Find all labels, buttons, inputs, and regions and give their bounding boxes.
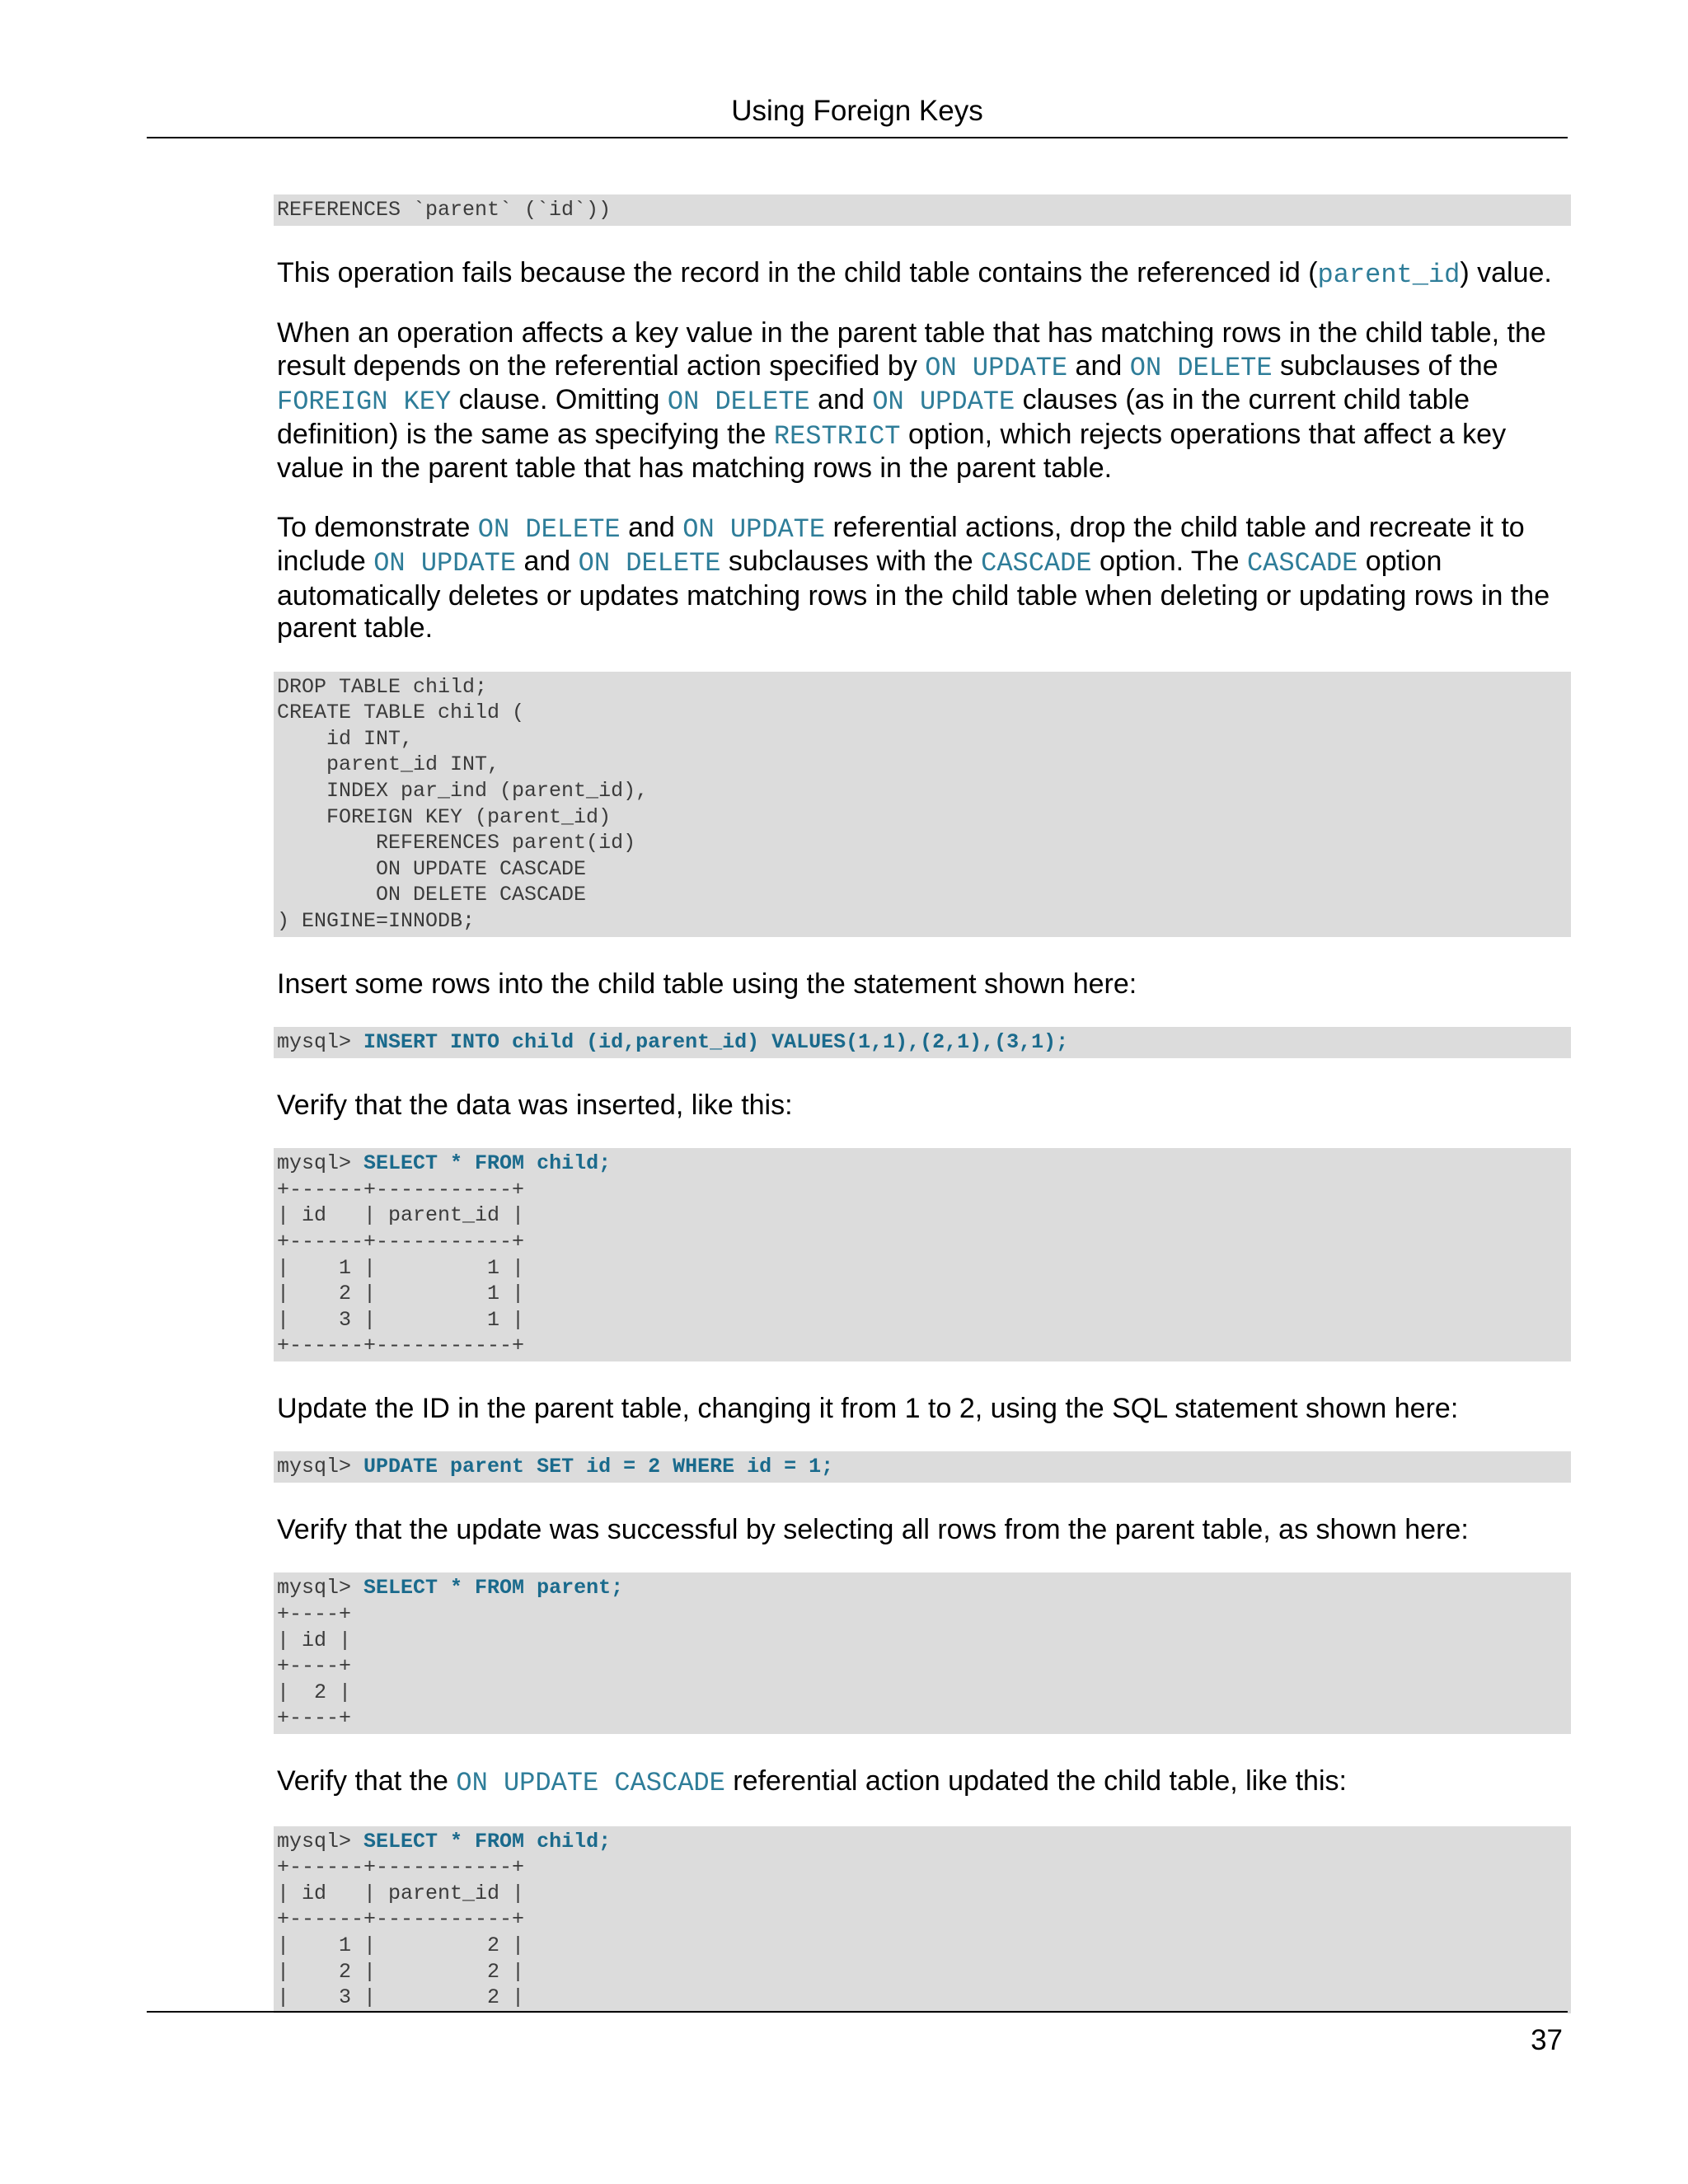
page-title: Using Foreign Keys [731, 95, 983, 127]
paragraph-referential-action: When an operation affects a key value in the parent table that has matching rows in the child table, the result depends on the referential action specified by ON UPDATE and ON DELETE subclauses of the FOREIGN KEY clause. Omitting ON DELETE and ON UPDATE clauses (as in the current child table definition) is the same as specifying the RESTRICT option, which rejects operations that affect a key value in the parent table that has matching rows in the parent table. [277, 317, 1546, 485]
paragraph-update-id: Update the ID in the parent table, changing it from 1 to 2, using the SQL statement shown here: [277, 1392, 1459, 1424]
paragraph-verify-insert: Verify that the data was inserted, like this: [277, 1089, 793, 1121]
literal-on-update: ON UPDATE [872, 387, 1015, 418]
code-block-select-child [274, 1148, 1571, 1361]
mysql-prompt: mysql> [277, 1455, 364, 1479]
mysql-prompt: mysql> [277, 1151, 364, 1176]
literal-parent-id: parent_id [1317, 259, 1461, 290]
sql-command: SELECT * FROM parent; [363, 1576, 624, 1601]
paragraph-demonstrate-cascade: To demonstrate ON DELETE and ON UPDATE referential actions, drop the child table and recreate it to include ON UPDATE and ON DELETE subclauses with the CASCADE option. The CASCADE option automatically deletes or updates matching rows in the child table when deleting or updating rows in the parent table. [277, 511, 1550, 644]
literal-on-update: ON UPDATE [682, 513, 826, 545]
literal-cascade: CASCADE [981, 548, 1092, 579]
paragraph-operation-fails: This operation fails because the record in the child table contains the referenced id (parent_id) value. [277, 256, 1552, 290]
literal-on-delete: ON DELETE [477, 513, 621, 545]
literal-on-update: ON UPDATE [373, 548, 517, 579]
literal-on-delete: ON DELETE [1129, 352, 1273, 383]
literal-cascade: CASCADE [1246, 548, 1358, 579]
page-number: 37 [1531, 2024, 1563, 2056]
code-block-select-child-updated [274, 1826, 1571, 2013]
literal-foreign-key: FOREIGN KEY [277, 387, 452, 418]
mysql-prompt: mysql> [277, 1829, 364, 1854]
mysql-prompt: mysql> [277, 1030, 364, 1055]
code-block-references: REFERENCES `parent` (`id`)) [274, 194, 1571, 226]
sql-command: SELECT * FROM child; [363, 1829, 612, 1854]
page-content [275, 194, 1569, 2013]
literal-on-update: ON UPDATE [925, 352, 1068, 383]
query-result-table: +----+ | id | +----+ | 2 | +----+ [277, 1602, 352, 1731]
code-block-select-parent [274, 1572, 1571, 1734]
page-header [147, 0, 1568, 138]
query-result-table: +------+-----------+ | id | parent_id | +------+-----------+ | 1 | 2 | | 2 | 2 | | 3 | 2 | [277, 1855, 525, 2010]
code-block-create-table: DROP TABLE child; CREATE TABLE child ( id INT, parent_id INT, INDEX par_ind (parent_id), FOREIGN KEY (parent_id) REFERENCES parent(id) ON UPDATE CASCADE ON DELETE CASCADE ) ENGINE=INNODB; [274, 672, 1571, 937]
literal-on-delete: ON DELETE [667, 387, 810, 418]
code-block-update [274, 1451, 1571, 1483]
mysql-prompt: mysql> [277, 1576, 364, 1601]
literal-on-delete: ON DELETE [578, 548, 721, 579]
code-block-insert [274, 1027, 1571, 1058]
query-result-table: +------+-----------+ | id | parent_id | +------+-----------+ | 1 | 1 | | 2 | 1 | | 3 | 1 | +------+-----------+ [277, 1177, 525, 1358]
paragraph-verify-update: Verify that the update was successful by selecting all rows from the parent table, as shown here: [277, 1513, 1469, 1545]
literal-restrict: RESTRICT [773, 420, 901, 452]
paragraph-insert-rows: Insert some rows into the child table using the statement shown here: [277, 968, 1137, 1000]
page-footer [147, 2011, 1568, 2056]
sql-command: UPDATE parent SET id = 2 WHERE id = 1; [363, 1455, 834, 1479]
sql-command: SELECT * FROM child; [363, 1151, 612, 1176]
paragraph-verify-cascade: Verify that the ON UPDATE CASCADE referential action updated the child table, like this: [277, 1765, 1347, 1799]
literal-on-update-cascade: ON UPDATE CASCADE [456, 1768, 725, 1799]
sql-command: INSERT INTO child (id,parent_id) VALUES(1,1),(2,1),(3,1); [363, 1030, 1069, 1055]
